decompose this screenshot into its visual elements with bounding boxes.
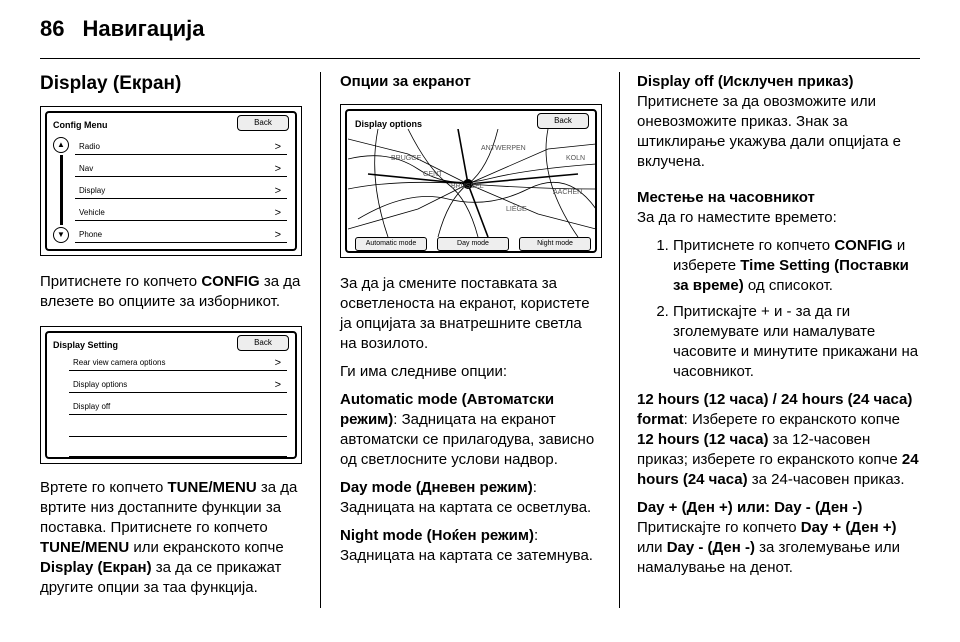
section-heading-display: Display (Екран) [40,73,182,94]
display-setting-screenshot [40,326,302,464]
heading-display-off: Display off (Исклучен приказ) [637,73,854,90]
option-day-mode: Day mode (Дневен режим): Задницата на картата се осветлува. [340,479,592,516]
header-rule [40,58,920,59]
menu-item-empty [69,421,287,437]
map-label: BRUSSEL [451,183,484,190]
menu-item-phone[interactable]: Phone > [75,227,287,243]
menu-item-rear-view-camera[interactable]: Rear view camera options > [69,355,287,371]
column-3 [637,72,920,578]
clock-step-1: 1. Притиснете го копчето CONFIG и изберете Time Setting (Поставки за време) од списокот. [673,236,920,296]
back-button[interactable]: Back [237,115,289,131]
mode-button-night[interactable]: Night mode [519,237,591,251]
clock-step-2: 2. Притискајте + и - за да ги зголемувате или намалувате часовите и минутите прикажани на часовникот. [673,302,920,382]
mode-button-automatic[interactable]: Automatic mode [355,237,427,251]
map-label: BRUGGE [391,155,422,162]
paragraph-tune-menu: Вртете го копчето TUNE/MENU за да вртите низ достапните функции за поставка. Притиснете го копчето TUNE/MENU или екранското копче Display (Екран) за да се прикажат другите опции за таа функција. [40,479,298,596]
paragraph-display-off: Притиснете за да овозможите или оневозможите приказ. Знак за штиклирање укажува дали опцијата е вклучена. [637,93,902,170]
menu-item-display[interactable]: Display > [75,183,287,199]
config-menu-title: Config Menu [53,120,108,130]
map-label: ANTWERPEN [481,145,526,152]
menu-item-display-off[interactable]: Display off [69,399,287,415]
heading-clock-setting: Местење на часовникот [637,189,815,206]
chevron-right-icon: > [274,357,281,369]
menu-item-nav[interactable]: Nav > [75,161,287,177]
scroll-down-icon[interactable]: ▼ [53,227,69,243]
page-header [40,16,204,42]
map-label: AACHEN [553,189,583,196]
clock-steps-list [637,236,920,382]
option-day-adjust: Day + (Ден +) или: Day - (Ден -) Притискајте го копчето Day + (Ден +) или Day - (Ден -) за зголемување или намалување на денот. [637,499,900,576]
paragraph-options-intro: Ги има следниве опции: [340,363,507,380]
chevron-right-icon: > [274,185,281,197]
menu-item-radio[interactable]: Radio > [75,139,287,155]
column-1 [40,72,302,606]
map-label: GENT [423,171,443,178]
map-label: LIÈGE [506,206,527,213]
option-hour-format: 12 hours (12 часа) / 24 hours (24 часа) format: Изберете го екранското копче 12 hours (12 часа) за 12-часовен приказ; изберете го екранското копче 24 hours (24 часа) за 24-часовен приказ. [637,391,919,488]
scrollbar[interactable] [53,137,69,243]
chevron-right-icon: > [274,163,281,175]
section-heading-display-options: Опции за екранот [340,73,471,90]
paragraph-brightness: За да ја смените поставката за осветленоста на екранот, користете ја опцијата за внатрешните светла на возилото. [340,275,590,352]
back-button[interactable]: Back [537,113,589,129]
option-automatic-mode: Automatic mode (Автоматски режим): Задницата на екранот автоматски се прилагодува, зависно од светлосните услови надвор. [340,391,595,468]
option-day-adjust-label: Day + (Ден +) или: Day - (Ден -) [637,499,863,516]
menu-item-display-options[interactable]: Display options > [69,377,287,393]
page-number: 86 [40,16,65,41]
config-menu-screenshot [40,106,302,256]
chevron-right-icon: > [274,141,281,153]
option-night-mode: Night mode (Ноќен режим): Задницата на картата се затемнува. [340,527,593,564]
page-title: Навигација [82,16,205,41]
menu-item-empty [69,441,287,457]
chevron-right-icon: > [274,207,281,219]
display-options-map-screenshot [340,104,602,258]
column-2 [340,72,602,574]
column-divider [619,72,620,608]
chevron-right-icon: > [274,379,281,391]
mode-button-day[interactable]: Day mode [437,237,509,251]
scroll-up-icon[interactable]: ▲ [53,137,69,153]
paragraph-clock-intro: За да го наместите времето: [637,209,837,226]
map-label: KOLN [566,155,586,162]
display-setting-title: Display Setting [53,340,119,350]
scroll-track [60,155,63,225]
display-options-title: Display options [355,119,423,129]
column-divider [320,72,321,608]
chevron-right-icon: > [274,229,281,241]
back-button[interactable]: Back [237,335,289,351]
menu-item-vehicle[interactable]: Vehicle > [75,205,287,221]
paragraph-config: Притиснете го копчето CONFIG за да влезете во опциите за изборникот. [40,273,301,310]
